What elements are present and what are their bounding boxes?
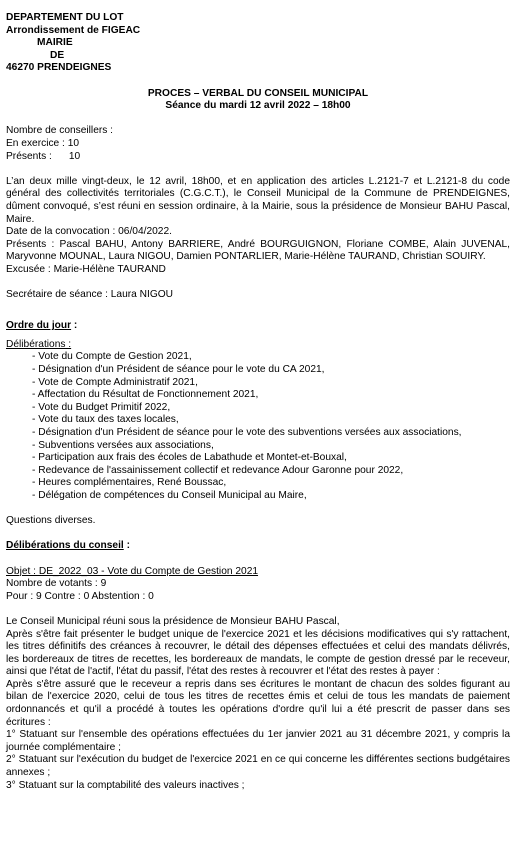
objet-line: Objet : DE_2022_03 - Vote du Compte de Gestion 2021 xyxy=(6,565,259,577)
document-title: PROCES – VERBAL DU CONSEIL MUNICIPAL xyxy=(147,87,369,99)
list-item: - Subventions versées aux associations, xyxy=(32,439,214,451)
deliberations-label: Délibérations : xyxy=(6,338,72,350)
delib-paragraph-3: Après s'être assuré que le receveur a repris dans ses écritures le montant de chacun des soldes figurant au bilan de l'exercice 2020, celui de tous les titres de recettes émis et celui de tous les mandats de paiement ordonnancés et qu'il a procédé à toutes les opérations d'ordre qu'il lui a été prescrit de passer dans ses écritures : xyxy=(6,678,510,728)
title-block xyxy=(6,88,510,113)
secretaire-seance: Secrétaire de séance : Laura NIGOU xyxy=(6,289,174,301)
deliberations-heading xyxy=(6,540,510,553)
header-block xyxy=(6,12,510,75)
header-arrondissement: Arrondissement de FIGEAC xyxy=(6,24,141,36)
list-item: - Participation aux frais des écoles de Labathude et Montet-et-Bouxal, xyxy=(32,452,347,464)
votants-line: Nombre de votants : 9 xyxy=(6,578,107,590)
counts-exercice: En exercice : 10 xyxy=(6,137,80,149)
ordre-heading xyxy=(6,320,510,333)
deliberations-heading-text: Délibérations du conseil xyxy=(6,540,124,552)
delib-paragraph-1: Le Conseil Municipal réuni sous la présidence de Monsieur BAHU Pascal, xyxy=(6,615,340,627)
presents-list: Présents : Pascal BAHU, Antony BARRIERE, André BOURGUIGNON, Floriane COMBE, Alain JUVENAL, Maryvonne MOUNAL, Laura NIGOU, Damien PONTARLIER, Marie-Hélène TAURAND, Christian SOUIRY. xyxy=(6,238,510,263)
excusee: Excusée : Marie-Hélène TAURAND xyxy=(6,263,166,275)
header-commune: 46270 PRENDEIGNES xyxy=(6,62,112,74)
delib-paragraph-2: Après s'être fait présenter le budget unique de l'exercice 2021 et les décisions modificatives qui s'y rattachent, les titres définitifs des créances à recouvrer, le détail des dépenses effectuées et celui des mandats délivrés, les bordereaux de titres de recettes, les bordereaux de mandats, le compte de gestion dressé par le receveur, ainsi que l'état de l'actif, l'état du passif, l'état des restes à recouvrer et l'état des restes à payer : xyxy=(6,628,510,678)
list-item: - Redevance de l'assainissement collectif et redevance Adour Garonne pour 2022, xyxy=(32,464,404,476)
list-item: - Vote du taux des taxes locales, xyxy=(32,414,179,426)
delib-paragraph-6: 3° Statuant sur la comptabilité des valeurs inactives ; xyxy=(6,779,245,791)
counts-block xyxy=(6,125,510,163)
header-mairie: MAIRIE xyxy=(37,37,73,49)
header-de: DE xyxy=(50,49,65,61)
document-page xyxy=(6,12,510,792)
ordre-list xyxy=(6,351,510,502)
list-item: - Affectation du Résultat de Fonctionnement 2021, xyxy=(32,389,259,401)
counts-label: Nombre de conseillers : xyxy=(6,125,114,137)
intro-paragraph: L’an deux mille vingt-deux, le 12 avril, 18h00, et en application des articles L.2121-7 et L.2121-8 du code général des collectivités territoriales (C.G.C.T.), le Conseil Municipal de la Commune de PRENDEIGNES, dûment convoqué, s’est réuni en session ordinaire, à la Mairie, sous la présidence de Monsieur BAHU Pascal, Maire. xyxy=(6,175,510,225)
list-item: - Désignation d'un Président de séance pour le vote du CA 2021, xyxy=(32,364,325,376)
delib-paragraph-4: 1° Statuant sur l'ensemble des opérations effectuées du 1er janvier 2021 au 31 décembre 2021, y compris la journée complémentaire ; xyxy=(6,729,510,753)
ordre-heading-suffix: : xyxy=(71,320,78,332)
list-item: - Vote de Compte Administratif 2021, xyxy=(32,376,198,388)
deliberations-heading-suffix: : xyxy=(123,540,130,552)
vote-line: Pour : 9 Contre : 0 Abstention : 0 xyxy=(6,590,154,602)
list-item: - Désignation d'un Président de séance pour le vote des subventions versées aux associations, xyxy=(32,427,462,438)
counts-presents: Présents : 10 xyxy=(6,150,81,162)
delib-paragraph-5: 2° Statuant sur l'exécution du budget de l'exercice 2021 en ce qui concerne les différentes sections budgétaires annexes ; xyxy=(6,754,510,779)
ordre-heading-text: Ordre du jour xyxy=(6,320,72,332)
header-department: DEPARTEMENT DU LOT xyxy=(6,12,124,23)
list-item: - Délégation de compétences du Conseil Municipal au Maire, xyxy=(32,489,307,501)
convocation-date: Date de la convocation : 06/04/2022. xyxy=(6,226,172,238)
list-item: - Heures complémentaires, René Boussac, xyxy=(32,477,227,489)
document-subtitle: Séance du mardi 12 avril 2022 – 18h00 xyxy=(165,100,351,112)
list-item: - Vote du Budget Primitif 2022, xyxy=(32,401,171,413)
list-item: - Vote du Compte de Gestion 2021, xyxy=(32,351,192,363)
questions-diverses: Questions diverses. xyxy=(6,515,96,527)
